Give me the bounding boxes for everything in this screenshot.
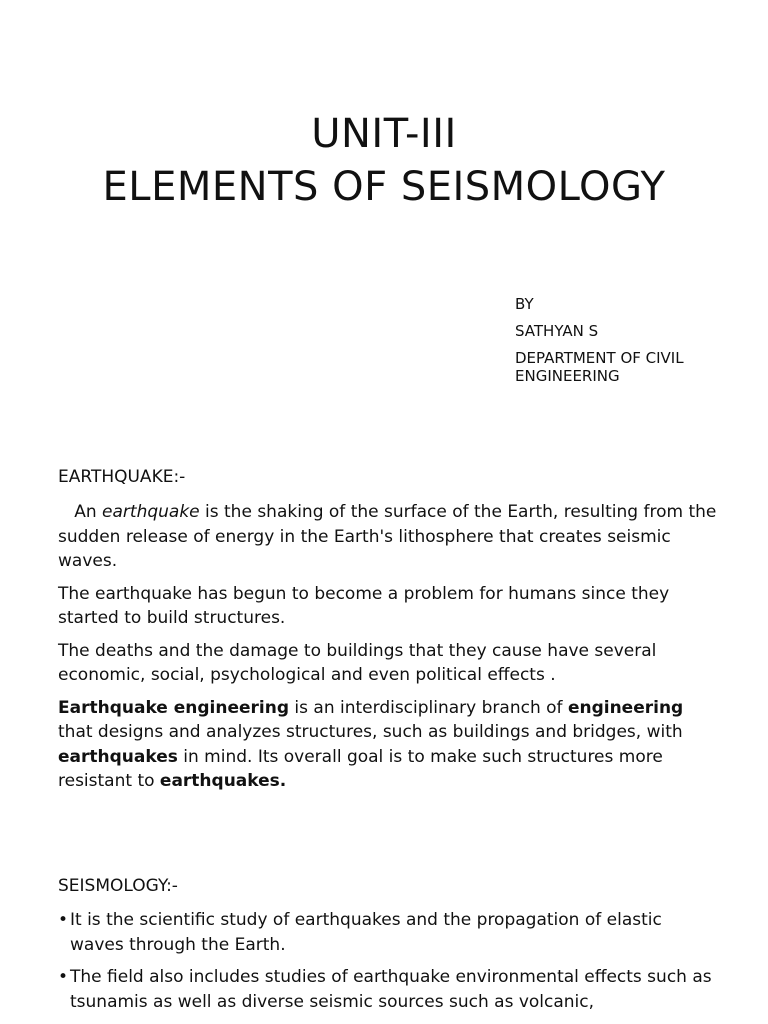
bullet-icon: •: [58, 967, 69, 987]
author-name: SATHYAN S: [515, 321, 599, 340]
author-department-line-2: ENGINEERING: [515, 367, 620, 386]
term-earthquakes: earthquakes: [58, 746, 178, 767]
seismology-heading: SEISMOLOGY:-: [58, 876, 178, 896]
earthquake-effects-para: The deaths and the damage to buildings that they cause have several economic, social, psychological and even political effects .: [58, 640, 657, 685]
bullet-text: The field also includes studies of earthquake environmental effects such as tsunamis as well as diverse seismic sources such as volcanic,: [70, 967, 712, 1012]
engineering-text-3: in mind. Its overall goal is to make such structures more resistant to: [58, 746, 663, 791]
list-item: [58, 908, 718, 957]
earthquake-heading: EARTHQUAKE:-: [58, 467, 186, 487]
earthquake-slide: [0, 440, 768, 826]
term-engineering: engineering: [567, 697, 684, 718]
seismology-bullet-list: [58, 908, 718, 1022]
author-department: [515, 349, 755, 387]
earthquake-body: [58, 500, 718, 802]
definition-lead: An: [74, 502, 97, 522]
bullet-text: It is the scientific study of earthquakes and the propagation of elastic waves through the Earth.: [70, 910, 662, 955]
definition-term: earthquake: [102, 502, 200, 522]
engineering-text-1: is an interdisciplinary branch of: [294, 697, 563, 718]
list-item: [58, 965, 718, 1014]
author-by: BY: [515, 295, 534, 313]
seismology-slide: [0, 826, 768, 1024]
author-block: [515, 295, 755, 386]
slide-title-topic: ELEMENTS OF SEISMOLOGY: [102, 164, 666, 210]
definition-text: is the shaking of the surface of the Earth, resulting from the sudden release of energy in the Earth's lithosphere that creates seismic waves.: [58, 502, 717, 571]
term-earthquakes-end: earthquakes.: [159, 771, 287, 791]
slide-title-unit: UNIT-III: [311, 111, 457, 157]
bullet-icon: •: [58, 910, 69, 930]
author-department-line-1: DEPARTMENT OF CIVIL: [515, 348, 684, 367]
title-slide: [0, 0, 768, 440]
term-earthquake-engineering: Earthquake engineering: [58, 697, 290, 718]
earthquake-problem-para: The earthquake has begun to become a problem for humans since they started to build structures.: [58, 583, 670, 628]
earthquake-definition: [58, 500, 718, 574]
earthquake-engineering-para: [58, 696, 718, 794]
engineering-text-2: that designs and analyzes structures, such as buildings and bridges, with: [58, 722, 683, 742]
